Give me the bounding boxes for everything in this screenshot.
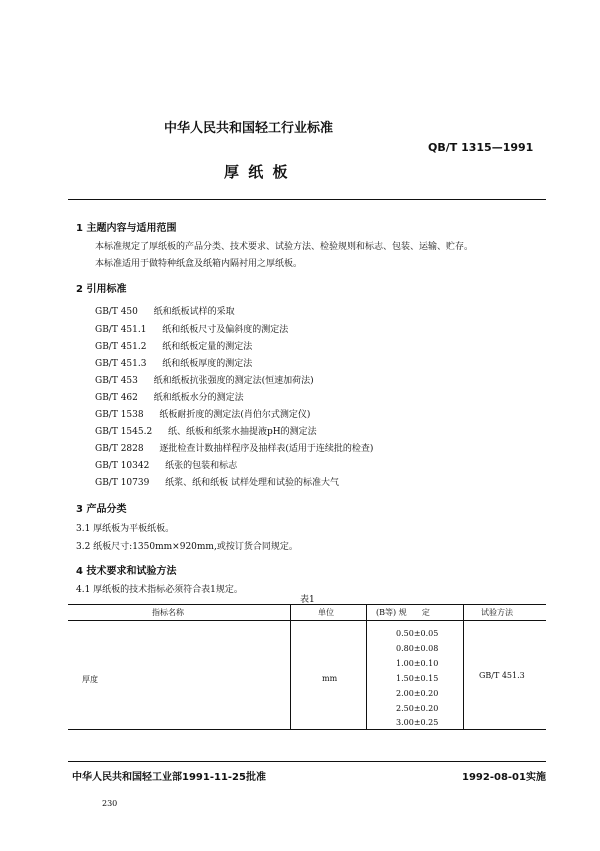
standard-code: QB/T 1315—1991 — [428, 141, 534, 154]
reference-item — [95, 304, 235, 317]
section-1-heading: 1 主题内容与适用范围 — [76, 223, 177, 234]
thickness-value: 2.00±0.20 — [396, 689, 439, 698]
section-1-paragraph-2: 本标准适用于做特种纸盒及纸箱内隔衬用之厚纸板。 — [95, 259, 303, 269]
reference-item — [95, 407, 310, 420]
reference-code: GB/T 451.3 — [95, 359, 147, 369]
reference-code: GB/T 10342 — [95, 461, 150, 471]
table-caption: 表1 — [300, 595, 315, 605]
section-4-item-1: 4.1 厚纸板的技术指标必须符合表1规定。 — [76, 585, 243, 595]
table-header-method: 试验方法 — [481, 608, 513, 617]
thickness-value: 2.50±0.20 — [396, 704, 439, 713]
page-number: 230 — [102, 799, 118, 808]
standard-org: 中华人民共和国轻工行业标准 — [164, 121, 334, 136]
reference-item — [95, 475, 339, 488]
effective-date: 1992-08-01实施 — [462, 772, 546, 783]
section-3-item-1: 3.1 厚纸板为平板纸板。 — [76, 524, 175, 534]
reference-code: GB/T 453 — [95, 376, 138, 386]
section-4-heading: 4 技术要求和试验方法 — [76, 566, 177, 577]
reference-item — [95, 339, 252, 352]
reference-code: GB/T 10739 — [95, 478, 150, 488]
reference-title: 纸、纸板和纸浆水抽提液pH的测定法 — [167, 427, 317, 437]
reference-code: GB/T 1538 — [95, 410, 144, 420]
section-1-paragraph-1: 本标准规定了厚纸板的产品分类、技术要求、试验方法、检验规则和标志、包装、运输、贮存。 — [95, 242, 474, 252]
reference-title: 纸和纸板抗张强度的测定法(恒速加荷法) — [153, 376, 314, 386]
approval-note: 中华人民共和国轻工业部1991-11-25批准 — [72, 772, 266, 783]
reference-title: 纸板耐折度的测定法(肖伯尔式测定仪) — [159, 410, 311, 420]
thickness-value: 1.00±0.10 — [396, 659, 439, 668]
table-header-unit: 单位 — [318, 608, 334, 617]
reference-code: GB/T 450 — [95, 307, 138, 317]
reference-item — [95, 458, 237, 471]
thickness-value: 3.00±0.25 — [396, 718, 439, 727]
reference-title: 逐批检查计数抽样程序及抽样表(适用于连续批的检查) — [159, 444, 374, 454]
reference-item — [95, 441, 373, 454]
thickness-value: 1.50±0.15 — [396, 674, 439, 683]
reference-item — [95, 373, 314, 386]
reference-title: 纸和纸板水分的测定法 — [153, 393, 244, 403]
section-3-item-2: 3.2 纸板尺寸:1350mm×920mm,或按订货合同规定。 — [76, 542, 298, 552]
reference-title: 纸和纸板尺寸及偏斜度的测定法 — [162, 325, 289, 335]
reference-item — [95, 424, 317, 437]
reference-code: GB/T 451.1 — [95, 325, 147, 335]
reference-title: 纸和纸板试样的采取 — [153, 307, 235, 317]
table-cell-method: GB/T 451.3 — [479, 671, 525, 680]
table-cell-name: 厚度 — [82, 675, 98, 684]
reference-title: 纸浆、纸和纸板 试样处理和试验的标准大气 — [165, 478, 339, 488]
reference-code: GB/T 462 — [95, 393, 138, 403]
section-3-heading: 3 产品分类 — [76, 504, 127, 515]
reference-title: 纸和纸板厚度的测定法 — [162, 359, 253, 369]
table-header-divider — [68, 620, 546, 621]
document-title: 厚 纸 板 — [224, 163, 290, 181]
reference-title: 纸和纸板定量的测定法 — [162, 342, 253, 352]
footer-divider — [68, 761, 546, 762]
table-top-border — [68, 604, 546, 605]
reference-item — [95, 356, 252, 369]
reference-item — [95, 322, 288, 335]
thickness-value: 0.50±0.05 — [396, 629, 439, 638]
thickness-value: 0.80±0.08 — [396, 644, 439, 653]
table-column-divider — [463, 604, 464, 729]
reference-code: GB/T 1545.2 — [95, 427, 153, 437]
reference-item — [95, 390, 244, 403]
section-2-heading: 2 引用标准 — [76, 284, 127, 295]
table-header-indicator: 指标名称 — [152, 608, 184, 617]
reference-code: GB/T 2828 — [95, 444, 144, 454]
header-divider — [68, 199, 546, 200]
reference-code: GB/T 451.2 — [95, 342, 147, 352]
reference-title: 纸张的包装和标志 — [165, 461, 238, 471]
table-header-spec: (B等) 规 定 — [376, 608, 430, 617]
table-bottom-border — [68, 729, 546, 730]
table-column-divider — [290, 604, 291, 729]
table-cell-unit: mm — [322, 674, 338, 683]
table-column-divider — [366, 604, 367, 729]
